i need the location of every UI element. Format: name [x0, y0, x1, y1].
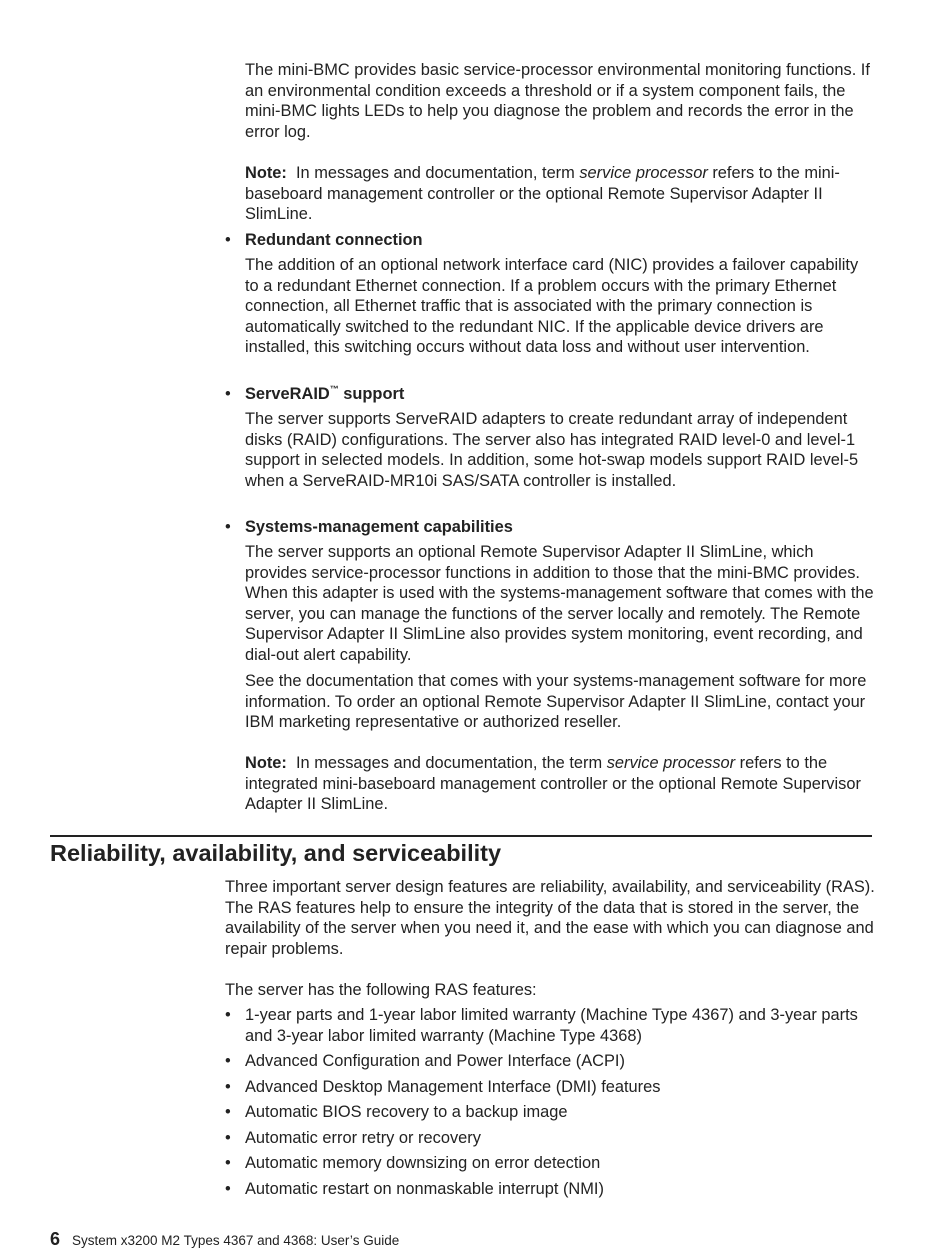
list-item: • Advanced Desktop Management Interface (DMI) features [225, 1077, 875, 1098]
note-label: Note: [245, 754, 287, 772]
section-divider [50, 835, 872, 837]
bullet-icon: • [225, 385, 231, 403]
list-item: • Automatic restart on nonmaskable interrupt (NMI) [225, 1179, 875, 1200]
page-number: 6 [50, 1229, 61, 1249]
systems-mgmt-heading: Systems-management capabilities [245, 518, 513, 536]
serveraid-heading-rest: support [338, 385, 405, 403]
note-term: service processor [606, 754, 736, 772]
redundant-paragraph [245, 255, 875, 358]
systems-mgmt-text-2: See the documentation that comes with your systems-management software for more information. To order an optional Remote Supervisor Adapter II SlimLine, contact your IBM marketing representative or authorized reseller. [245, 672, 867, 731]
ras-list-intro: The server has the following RAS features: [225, 981, 537, 999]
serveraid-paragraph [245, 409, 875, 491]
serveraid-heading-main: ServeRAID [245, 385, 330, 403]
systems-mgmt-paragraph-1 [245, 542, 875, 665]
note-pre: In messages and documentation, term [296, 164, 580, 182]
systems-mgmt-paragraph-2 [245, 671, 875, 733]
systems-mgmt-text-1: The server supports an optional Remote Supervisor Adapter II SlimLine, which provides service-processor functions in addition to those that the mini-BMC provides. When this adapter is used with the systems-management software that comes with the server, you can manage the functions of the server locally and remotely. The Remote Supervisor Adapter II SlimLine also provides system monitoring, event recording, and dial-out alert capability. [245, 543, 874, 664]
list-item: • Automatic memory downsizing on error detection [225, 1153, 875, 1174]
list-item: • Advanced Configuration and Power Interface (ACPI) [225, 1051, 875, 1072]
ras-paragraph [225, 877, 875, 959]
intro-note [245, 163, 875, 225]
bullet-icon: • [225, 231, 231, 249]
systems-mgmt-note-text [245, 753, 875, 815]
note-post: refers to the integrated mini-baseboard management controller or the optional Remote Supervisor Adapter II SlimLine. [245, 754, 861, 813]
ras-text: Three important server design features are reliability, availability, and serviceability (RAS). The RAS features help to ensure the integrity of the data that is stored in the server, the availability of the server when you need it, and the ease with which you can diagnose and repair problems. [225, 878, 875, 958]
trademark-symbol: ™ [329, 384, 339, 394]
intro-note-text [245, 163, 875, 225]
bullet-icon: • [225, 518, 231, 536]
note-pre: In messages and documentation, the term [296, 754, 607, 772]
serveraid-text: The server supports ServeRAID adapters to create redundant array of independent disks (RAID) configurations. The server also has integrated RAID level-0 and level-1 support in selected models. In addition, some hot-swap models support RAID level-5 when a ServeRAID-MR10i SAS/SATA controller is installed. [245, 410, 859, 490]
serveraid-heading [245, 384, 875, 405]
note-term: service processor [579, 164, 708, 182]
intro-text: The mini-BMC provides basic service-processor environmental monitoring functions. If an environmental condition exceeds a threshold or if a system component fails, the mini-BMC lights LEDs to help you diagnose the problem and records the error in the error log. [245, 61, 870, 141]
list-item: • Automatic BIOS recovery to a backup image [225, 1102, 875, 1123]
intro-paragraph [245, 60, 875, 142]
redundant-heading: Redundant connection [245, 231, 423, 249]
ras-feature-list [225, 1005, 875, 1204]
list-item: • Automatic error retry or recovery [225, 1128, 875, 1149]
page-footer [50, 1229, 399, 1251]
list-item: • 1-year parts and 1-year labor limited warranty (Machine Type 4367) and 3-year parts and 3-year labor limited warranty (Machine Type 4368) [225, 1005, 875, 1046]
note-post: refers to the mini-baseboard management controller or the optional Remote Supervisor Adapter II SlimLine. [245, 164, 840, 223]
footer-title: System x3200 M2 Types 4367 and 4368: User’s Guide [72, 1233, 400, 1248]
note-label: Note: [245, 164, 287, 182]
systems-mgmt-note [245, 753, 875, 815]
section-title: Reliability, availability, and serviceability [50, 840, 502, 866]
redundant-text: The addition of an optional network interface card (NIC) provides a failover capability to a redundant Ethernet connection. If a problem occurs with the primary Ethernet connection, all Ethernet traffic that is associated with the primary connection is automatically switched to the redundant NIC. If the applicable device drivers are installed, this switching occurs without data loss and without user intervention. [245, 256, 859, 356]
